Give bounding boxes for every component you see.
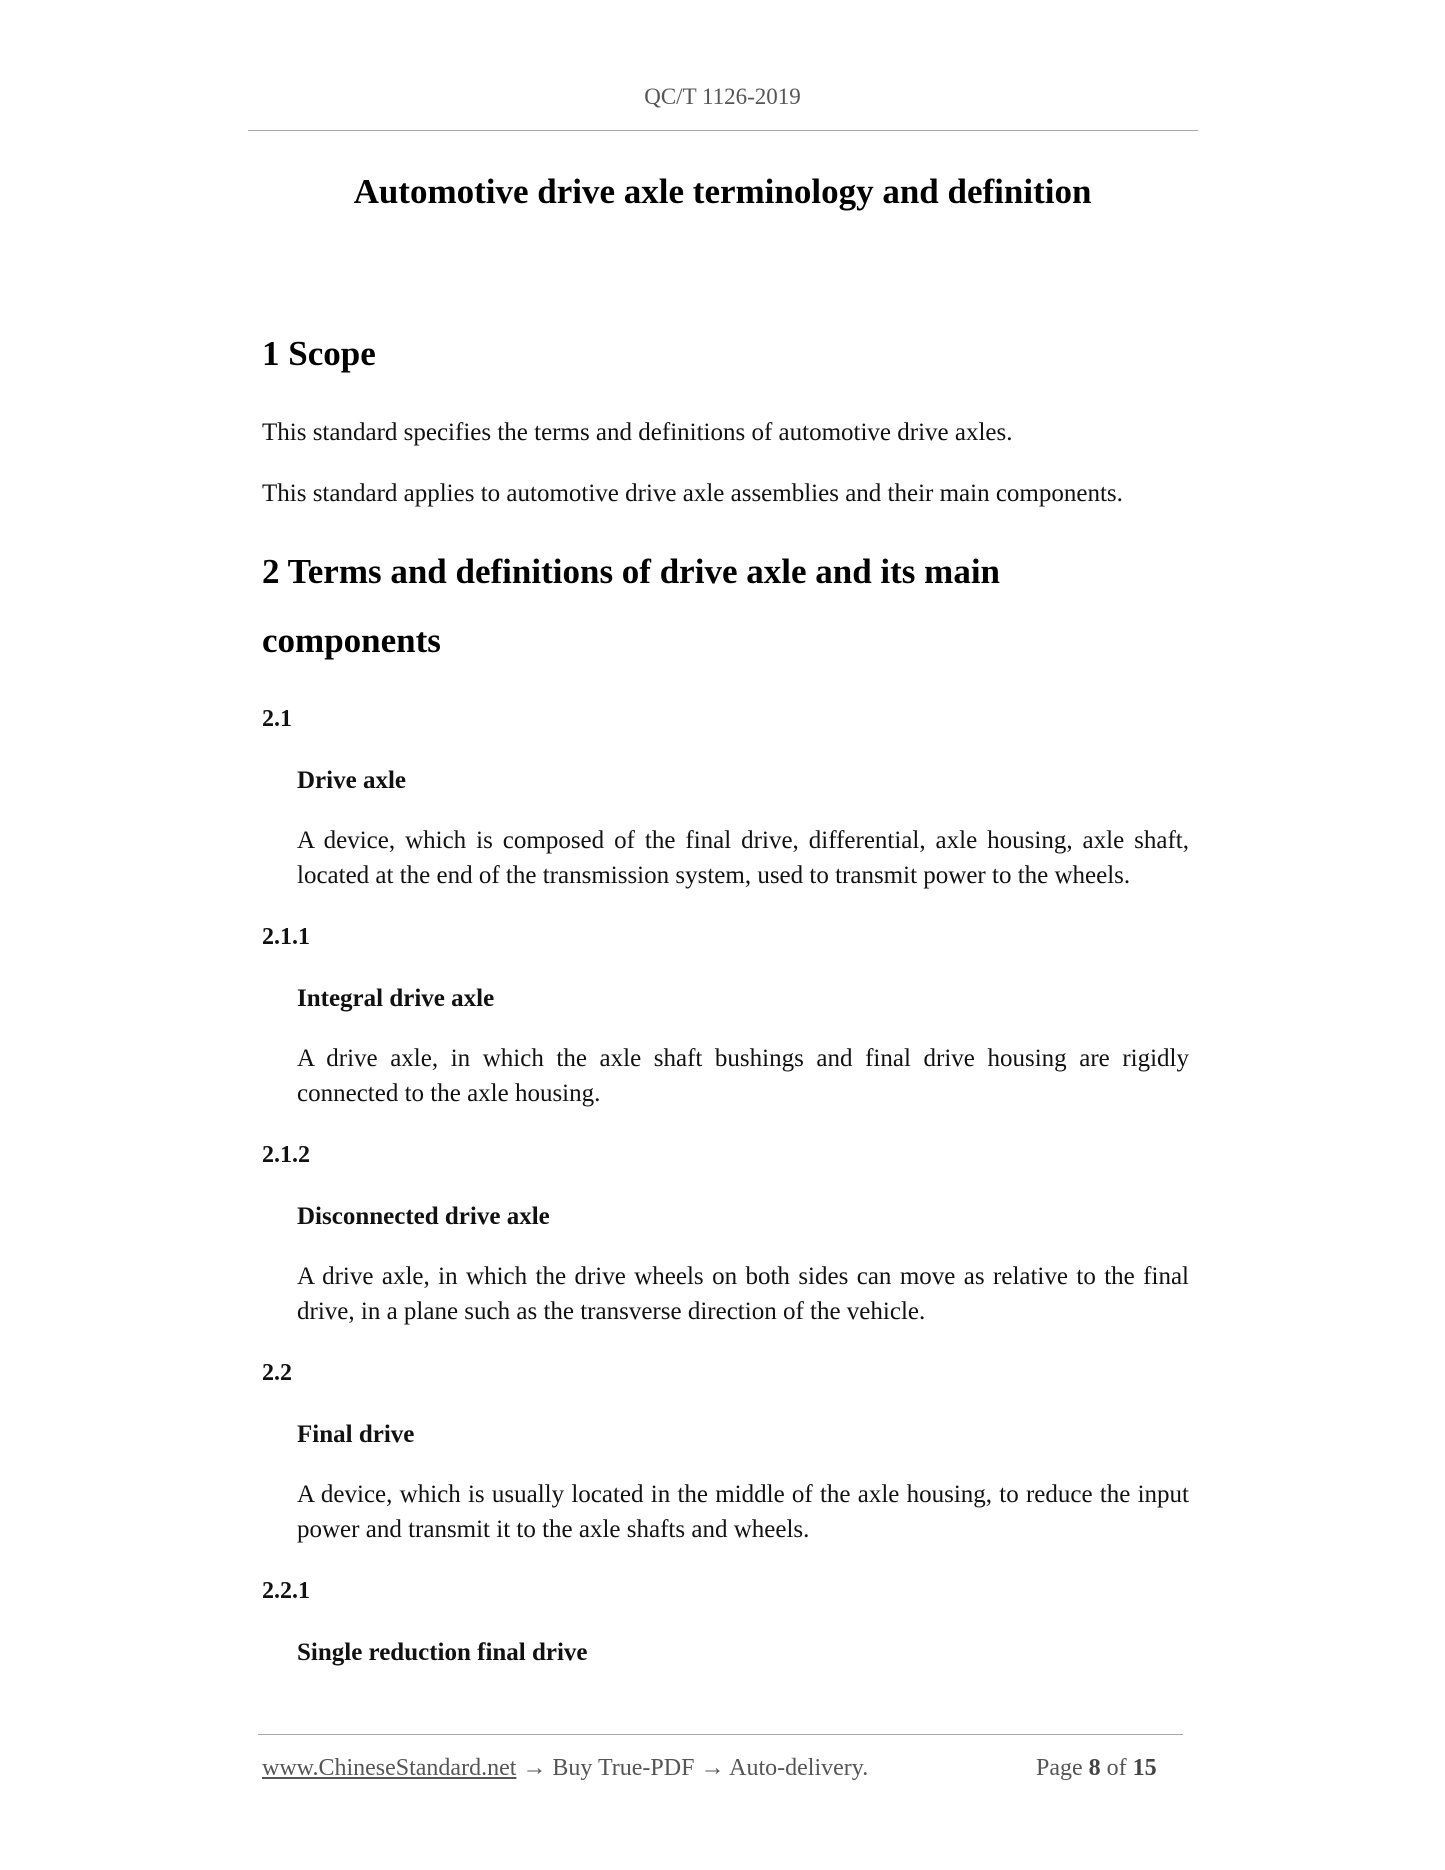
term-definition: A drive axle, in which the axle shaft bushings and final drive housing are rigidly connected to the axle housing. (297, 1045, 1189, 1107)
document-title: Automotive drive axle terminology and definition (353, 172, 1092, 211)
scope-paragraph: This standard specifies the terms and definitions of automotive drive axles. (262, 419, 1013, 446)
page-of-label: of (1106, 1755, 1127, 1781)
page-current: 8 (1088, 1755, 1101, 1781)
clause-number: 2.2.1 (262, 1578, 310, 1604)
clause-number: 2.1 (262, 706, 292, 732)
page-total: 15 (1132, 1755, 1157, 1781)
arrow-right-icon: → (700, 1755, 725, 1781)
header-divider (248, 130, 1198, 131)
term-title: Drive axle (297, 767, 406, 794)
standard-code: QC/T 1126-2019 (644, 84, 801, 109)
term-title: Integral drive axle (297, 985, 495, 1012)
terms-heading-line-2: components (262, 621, 441, 660)
term-definition: A drive axle, in which the drive wheels on both sides can move as relative to the final drive, in a plane such as the transverse direction of the vehicle. (297, 1263, 1189, 1325)
scope-heading: 1 Scope (262, 334, 376, 373)
site-link[interactable]: www.ChineseStandard.net (262, 1755, 517, 1781)
arrow-right-icon: → (522, 1755, 547, 1781)
page-indicator (1036, 1755, 1157, 1782)
term-definition: A device, which is composed of the final drive, differential, axle housing, axle shaft, located at the end of the transmission system, used to transmit power to the wheels. (297, 827, 1189, 889)
term-definition: A device, which is usually located in the middle of the axle housing, to reduce the input power and transmit it to the axle shafts and wheels. (297, 1481, 1189, 1543)
footer-divider (258, 1734, 1183, 1735)
clause-number: 2.1.2 (262, 1142, 310, 1168)
buy-text: Buy True-PDF (552, 1755, 695, 1781)
terms-heading-line-1: 2 Terms and definitions of drive axle and its main (262, 552, 1001, 591)
term-title: Single reduction final drive (297, 1639, 588, 1666)
clause-number: 2.1.1 (262, 924, 310, 950)
delivery-text: Auto-delivery. (729, 1755, 869, 1781)
footer-promo (262, 1755, 868, 1782)
scope-paragraph: This standard applies to automotive drive axle assemblies and their main components. (262, 480, 1123, 507)
term-title: Disconnected drive axle (297, 1203, 550, 1230)
clause-number: 2.2 (262, 1360, 292, 1386)
page-label: Page (1036, 1755, 1083, 1781)
term-title: Final drive (297, 1421, 415, 1448)
